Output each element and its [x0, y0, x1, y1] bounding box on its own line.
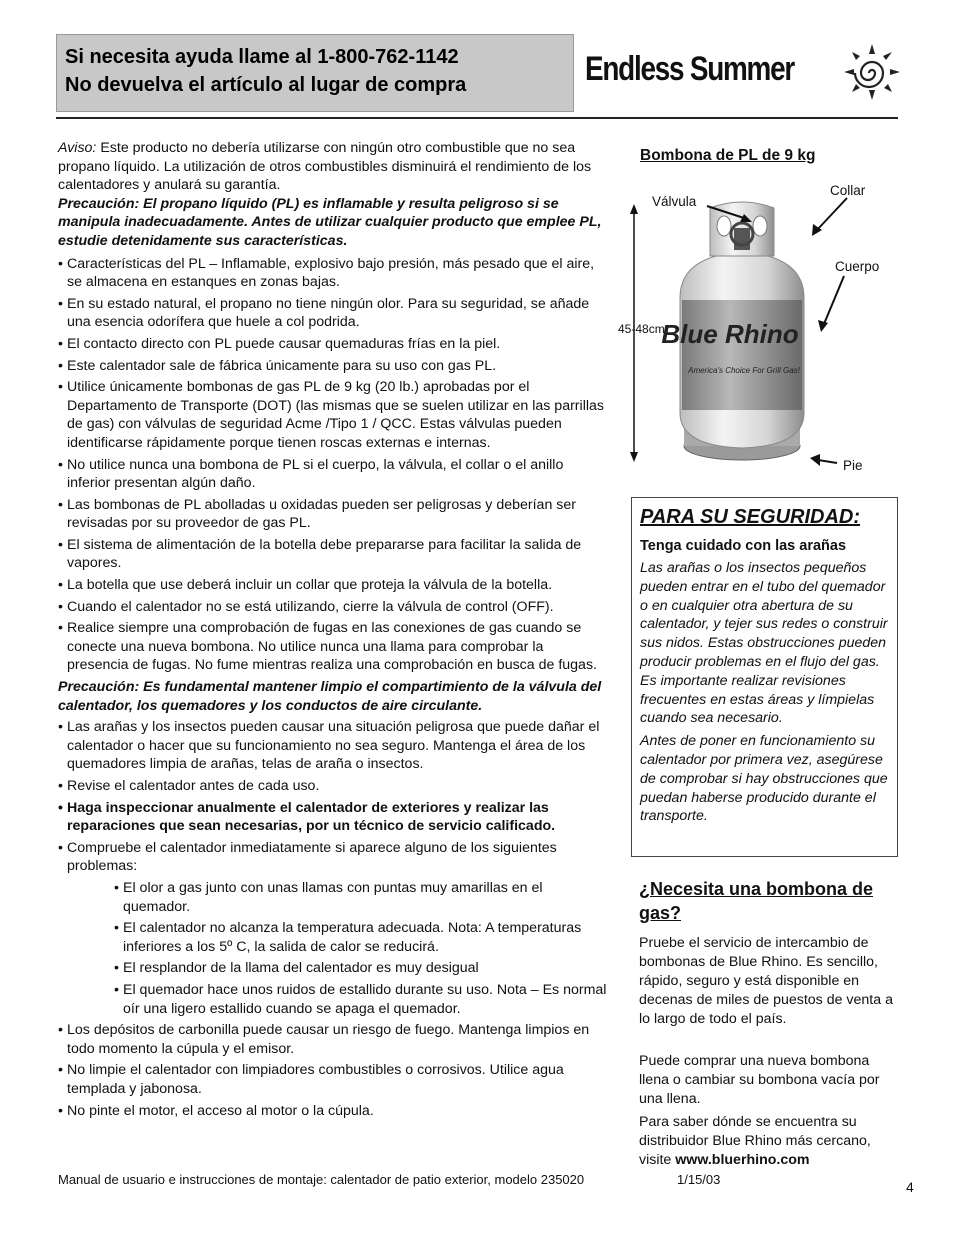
help-phone-line: Si necesita ayuda llame al 1-800-762-1142	[65, 46, 459, 68]
safety-title: PARA SU SEGURIDAD:	[640, 506, 861, 528]
list-item: • El sistema de alimentación de la botella debe prepararse para facilitar la salida de vapores.	[58, 536, 608, 573]
caution-lp: Precaución: El propano líquido (PL) es inflamable y resulta peligroso si se manipula inadecuadamente. Antes de utilizar cualquier producto que emplee PL, estudie detenidamente sus características.	[58, 195, 602, 249]
brand-logo-text: Endless Summer	[585, 50, 795, 88]
sun-logo-icon	[842, 42, 902, 102]
footer-text: Manual de usuario e instrucciones de montaje: calentador de patio exterior, modelo 235020	[58, 1172, 585, 1187]
list-item: • Características del PL – Inflamable, explosivo bajo presión, más pesado que el aire, se almacena en estanques en zonas bajas.	[58, 255, 608, 292]
safety-body: Las arañas o los insectos pequeños pueden entrar en el tubo del quemador o en cualquier otra abertura de su calentador, y tejer sus redes o construir sus nidos. Estas obstrucciones pueden producir problemas en el flujo del gas. Es importante realizar revisiones frecuentes en estas áreas y límpielas cuando sea necesario.	[640, 560, 888, 727]
list-item: • Este calentador sale de fábrica únicamente para su uso con gas PL.	[58, 357, 608, 376]
tank-tagline: America's Choice For Grill Gas!	[688, 366, 800, 375]
list-item: • El contacto directo con PL puede causar quemaduras frías en la piel.	[58, 335, 608, 354]
list-item: • En su estado natural, el propano no tiene ningún olor. Para su seguridad, se añade una esencia odorífera que huele a col podrida.	[58, 295, 608, 332]
sub-list-item: • El calentador no alcanza la temperatura adecuada. Nota: A temperaturas inferiores a los 5º C, la salida de calor se reducirá.	[58, 919, 608, 956]
bluerhino-link[interactable]: www.bluerhino.com	[675, 1152, 810, 1168]
page-number: 4	[906, 1179, 914, 1195]
header-rule	[56, 117, 898, 119]
list-item: • No utilice nunca una bombona de PL si el cuerpo, la válvula, el collar o el anillo inferior presentan algún daño.	[58, 456, 608, 493]
tank-title: Bombona de PL de 9 kg	[640, 147, 816, 164]
list-item: • Las bombonas de PL abolladas u oxidadas pueden ser peligrosas y deberían ser revisadas por su proveedor de gas PL.	[58, 496, 608, 533]
list-item: • No limpie el calentador con limpiadores combustibles o corrosivos. Utilice agua templada y jabonosa.	[58, 1061, 608, 1098]
tank-logo-text: Blue Rhino	[661, 319, 799, 349]
label-height: 45-48cm	[618, 322, 665, 336]
gas-paragraph-2: Puede comprar una nueva bombona llena o cambiar su bombona vacía por una llena.	[639, 1053, 880, 1107]
sub-list-item: • El resplandor de la llama del calentador es muy desigual	[58, 959, 608, 978]
label-cuerpo: Cuerpo	[835, 259, 880, 274]
list-item: • No pinte el motor, el acceso al motor o la cúpula.	[58, 1102, 608, 1121]
safety-box	[631, 497, 898, 857]
label-valvula: Válvula	[652, 194, 697, 209]
list-item: • Cuando el calentador no se está utilizando, cierre la válvula de control (OFF).	[58, 598, 608, 617]
no-return-line: No devuelva el artículo al lugar de compra	[65, 74, 467, 96]
list-item: • Compruebe el calentador inmediatamente si aparece alguno de los siguientes problemas:	[58, 839, 608, 876]
list-item-annual-inspection: • Haga inspeccionar anualmente el calentador de exteriores y realizar las reparaciones que sean necesarias, por un técnico de servicio calificado.	[58, 799, 608, 836]
sub-list-item: • El olor a gas junto con unas llamas con puntas muy amarillas en el quemador.	[58, 879, 608, 916]
safety-body-2: Antes de poner en funcionamiento su calentador por primera vez, asegúrese de comprobar si hay obstrucciones que puedan haberse producido durante el transporte.	[640, 733, 888, 825]
list-item: • Utilice únicamente bombonas de gas PL de 9 kg (20 lb.) aprobadas por el Departamento de Transporte (DOT) (las mismas que se suelen utilizar en las parrillas de gas) con válvulas de seguridad Acme /Tipo 1 / QCC. Estas válvulas pueden identificarse rápidamente porque tienen roscas externas e internas.	[58, 378, 608, 452]
gas-paragraph-1: Pruebe el servicio de intercambio de bombonas de Blue Rhino. Es sencillo, rápido, seguro y está disponible en decenas de miles de puestos de venta a lo largo de todo el país.	[639, 935, 893, 1027]
list-item: • Realice siempre una comprobación de fugas en las conexiones de gas cuando se conecte una nueva bombona. No utilice nunca una llama para comprobar la presencia de fugas. No fume mientras realiza una comprobación en busca de fugas.	[58, 619, 608, 675]
gas-paragraph-3	[639, 1113, 894, 1170]
notice-label: Aviso:	[58, 140, 97, 156]
label-pie: Pie	[843, 458, 863, 473]
list-item: • Revise el calentador antes de cada uso.	[58, 777, 608, 796]
warnings-column	[58, 139, 608, 1120]
list-item: • La botella que use deberá incluir un collar que proteja la válvula de la botella.	[58, 576, 608, 595]
label-collar: Collar	[830, 183, 866, 198]
safety-subtitle: Tenga cuidado con las arañas	[640, 538, 847, 554]
help-banner	[56, 34, 574, 112]
caution-cleaning: Precaución: Es fundamental mantener limpio el compartimiento de la válvula del calentador, los quemadores y los conductos de aire circulante.	[58, 679, 602, 714]
list-item: • Las arañas y los insectos pueden causar una situación peligrosa que puede dañar el calentador o hacer que su funcionamiento no sea seguro. Mantenga el área de los quemadores limpia de arañas, telas de araña o insectos.	[58, 718, 608, 774]
sub-list-item: • El quemador hace unos ruidos de estallido durante su uso. Nota – Es normal oír una ligero estallido cuando se apaga el quemador.	[58, 981, 608, 1018]
footer-date: 1/15/03	[677, 1172, 721, 1187]
notice-paragraph	[58, 139, 608, 195]
gas-title: ¿Necesita una bombona de gas?	[639, 879, 874, 923]
list-item: • Los depósitos de carbonilla puede causar un riesgo de fuego. Mantenga limpios en todo momento la cúpula y el emisor.	[58, 1021, 608, 1058]
gas-paragraph-3-text: Para saber dónde se encuentra su distribuidor Blue Rhino más cercano, visite	[639, 1114, 871, 1168]
notice-text: Este producto no debería utilizarse con ningún otro combustible que no sea propano líquido. La utilización de otros combustibles disminuirá el rendimiento de los calentadores y anulará su garantía.	[58, 140, 592, 194]
